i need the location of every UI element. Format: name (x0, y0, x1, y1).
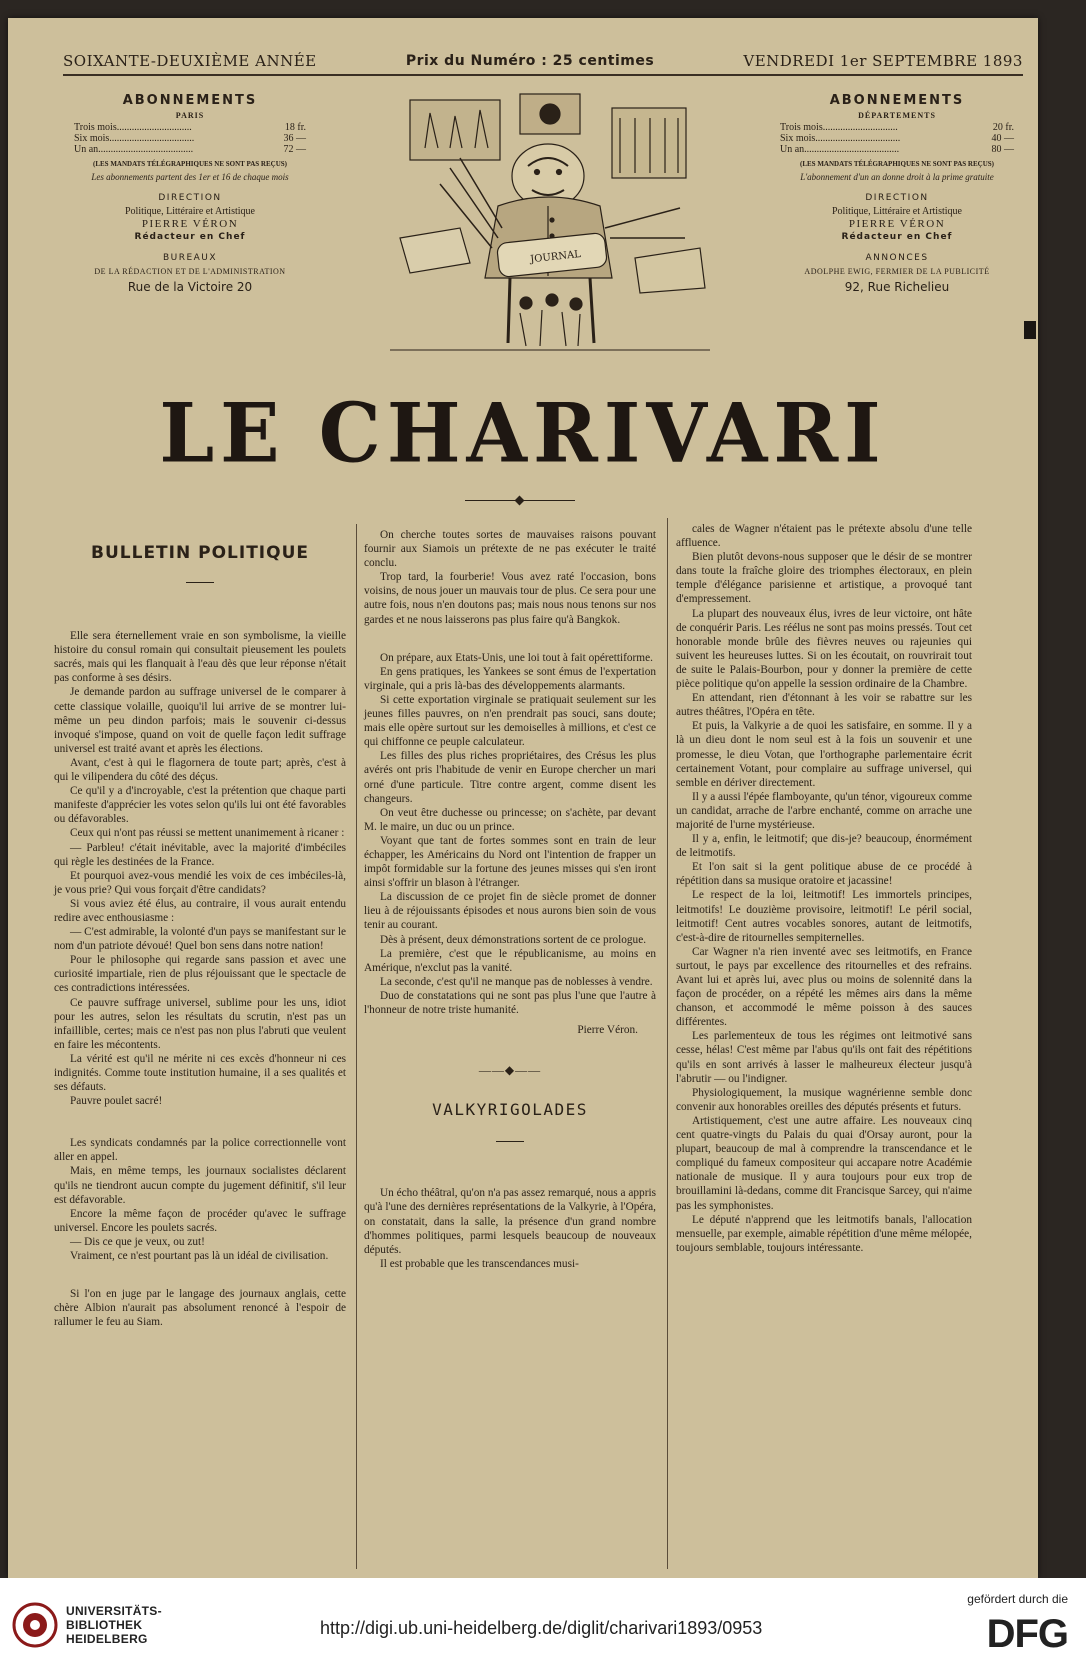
paragraph: Car Wagner n'a rien inventé avec ses leitmotifs, en France surtout, le pays par excellence des ritournelles et des refrains. Avant lui et après lui, avec plus ou moins de solennité dans la façon de procéder, on a répété les mêmes airs dans la même chanson, et accommodé le même poisson à des sauces différentes. (676, 945, 972, 1029)
director-title: Rédacteur en Chef (134, 232, 246, 242)
subs-price-list (766, 122, 1028, 155)
subs-title: ABONNEMENTS (829, 93, 965, 108)
newspaper-page (8, 18, 1038, 1578)
price-value: 72 — (283, 144, 306, 155)
funding-label: gefördert durch die (967, 1592, 1068, 1606)
paragraph: Mais, en même temps, les journaux socialistes déclarent qu'ils ne tiendront aucun compte du jugement définitif, s'il leur est défavorable. (54, 1165, 346, 1206)
title-rule (465, 500, 575, 501)
newspaper-title: LE CHARIVARI (159, 385, 887, 482)
paragraph: Dès à présent, deux démonstrations sortent de ce prologue. (380, 933, 647, 946)
paragraph: Les syndicats condamnés par la police correctionnelle vont aller en appel. (54, 1137, 346, 1164)
price-label: Six mois.................................. (74, 133, 195, 144)
subscriptions-paris (60, 94, 320, 294)
issue-price: Prix du Numéro : 25 centimes (405, 53, 655, 69)
footer-bar (0, 1578, 1086, 1680)
price-row (60, 144, 320, 155)
direction-heading: DIRECTION (865, 193, 929, 203)
paragraph: On cherche toutes sortes de mauvaises raisons pouvant fournir aux Siamois un prétexte de ne pas exécuter le traité conclu. (364, 529, 656, 570)
university-seal-icon (12, 1602, 58, 1648)
bureaux-sub: DE LA RÉDACTION ET DE L'ADMINISTRATION (94, 267, 286, 276)
paragraph: Si l'on en juge par le langage des journaux anglais, cette chère Albion n'aurait pas absolument renoncé à l'espoir de rallumer le feu au Siam. (54, 1288, 346, 1329)
subscriptions-departements (766, 94, 1028, 294)
subs-note: (LES MANDATS TÉLÉGRAPHIQUES NE SONT PAS REÇUS) (93, 160, 287, 168)
direction-heading: DIRECTION (158, 193, 222, 203)
director-title: Rédacteur en Chef (841, 232, 953, 242)
illustration-label: JOURNAL (529, 249, 582, 266)
price-label: Trois mois.............................. (74, 122, 192, 133)
price-row (766, 133, 1028, 144)
annonces-heading: ANNONCES (865, 253, 929, 263)
masthead-illustration (380, 88, 720, 358)
column-rule (356, 524, 357, 1569)
article-body (364, 528, 656, 627)
paragraph: Encore la même façon de procéder qu'avec le suffrage universel. Encore les poulets sacrés. (54, 1207, 346, 1234)
price-label: Un an...................................... (780, 144, 900, 155)
paragraph: En gens pratiques, les Yankees se sont émus de l'expertation virginale, qui a pris là-bas des développements alarmants. (364, 665, 656, 692)
column-3 (676, 522, 972, 1255)
page-edge-mark (1024, 321, 1036, 339)
section-heading: BULLETIN POLITIQUE (91, 543, 309, 563)
article-gap (54, 1108, 346, 1136)
library-logo[interactable] (12, 1602, 162, 1648)
paragraph: cales de Wagner n'étaient pas le prétexte absolu d'une telle affluence. (676, 523, 972, 550)
paragraph: Avant, c'est à qui le flagornera de toute part; après, c'est à qui le vilipendera du côté des déçus. (54, 756, 346, 784)
subs-price-list (60, 122, 320, 155)
paragraph: — Parbleu! c'était inévitable, avec la majorité d'imbéciles qui règle les destinées de la France. (54, 841, 346, 868)
price-row (766, 144, 1028, 155)
paragraph: Il y a aussi l'épée flamboyante, qu'un ténor, vigoureux comme un candidat, arrache de l'arbre enchanté, comme on arrache une majorité de l'urne mystérieuse. (676, 790, 972, 831)
paragraph: Il est probable que les transcendances musi- (380, 1257, 579, 1270)
library-name: UNIVERSITÄTS- BIBLIOTHEK HEIDELBERG (66, 1604, 162, 1646)
direction-sub: Politique, Littéraire et Artistique (832, 206, 962, 217)
column-2 (364, 528, 656, 1271)
price-value: 20 fr. (992, 122, 1014, 133)
article-body (54, 1287, 346, 1329)
price-value: 80 — (991, 144, 1014, 155)
paragraph: La première, c'est que le républicanisme, au moins en Amérique, n'exclut pas la vanité. (364, 947, 656, 974)
paragraph: Trop tard, la fourberie! Vous avez raté l'occasion, bons voisins, de nous jouer un mauvais tour de plus. Ce sera pour une autre fois, nous n'en doutons pas; mais nous nous tenons sur nos gardes et ne nous laisserons pas plus faire qu'à Bangkok. (364, 571, 656, 626)
paragraph: Pauvre poulet sacré! (70, 1095, 163, 1108)
paragraph: Et pourquoi avez-vous mendié les voix de ces imbéciles-là, je vous prie? Qui vous forçait d'être candidats? (54, 869, 346, 896)
annonces-address: 92, Rue Richelieu (844, 280, 950, 294)
price-value: 36 — (283, 133, 306, 144)
paragraph: Le député n'apprend que les leitmotifs banals, l'allocation mensuelle, par exemple, aimable répétition d'une même mélopée, toujours semblable, toujours intéressante. (676, 1213, 972, 1254)
section-rule (186, 582, 214, 583)
paragraph: Ce pauvre suffrage universel, sublime pour les uns, idiot pour les autres, selon les résultats du scrutin, n'est pas un infaillible, certes; mais ce n'est pas non plus l'abruti que veulent en faire les mécontents. (54, 996, 346, 1051)
paragraph: Bien plutôt devons-nous supposer que le désir de se montrer dans toute la fraîche gloire des triomphes électoraux, en plein temple d'élégance parisienne et artistique, a provoqué tant d'empressement. (676, 551, 972, 606)
paragraph: La vérité est qu'il ne mérite ni ces excès d'honneur ni ces indignités. Comme toute institution humaine, il a ses qualités et ses défauts. (54, 1052, 346, 1094)
masthead-row (63, 48, 1023, 76)
price-value: 40 — (991, 133, 1014, 144)
subs-note: (LES MANDATS TÉLÉGRAPHIQUES NE SONT PAS REÇUS) (800, 160, 994, 168)
paragraph: Et puis, la Valkyrie a de quoi les satisfaire, en somme. Il y a là un dieu dont le nom seul est à la fois un souvenir et une promesse, le dieu Votan, que l'orthographe parlementaire écrit certainement Votant, pour complaire au suffrage universel, qui semble en dériver directement. (676, 720, 972, 789)
subs-italic: Les abonnements partent des 1er et 16 de chaque mois (91, 172, 289, 182)
director-name: PIERRE VÉRON (848, 218, 946, 230)
article-body (676, 522, 972, 1255)
paragraph: — Dis ce que je veux, ou zut! (70, 1235, 205, 1248)
paragraph: Il y a, enfin, le leitmotif; que dis-je? beaucoup, énormément de leitmotifs. (676, 833, 972, 860)
article-body (364, 651, 656, 1017)
column-1 (54, 528, 346, 1329)
year-label: SOIXANTE-DEUXIÈME ANNÉE (63, 52, 317, 70)
price-label: Trois mois.............................. (780, 122, 898, 133)
paragraph: On veut être duchesse ou princesse; on s'achète, par devant M. le maire, un duc ou un prince. (364, 806, 656, 833)
price-label: Six mois.................................. (780, 133, 901, 144)
price-label: Un an...................................... (74, 144, 194, 155)
paragraph: Les parlementeux de tous les régimes ont leitmotivé sans cesse, hélas! C'est même par l'abus qu'ils ont fait des répétitions qu'ils en sont arrivés à lasser le malheureux électeur jusqu'à l'abrutir — ou l'indigner. (676, 1030, 972, 1085)
paragraph: Duo de constatations qui ne sont pas plus l'une que l'autre à l'honneur de notre triste humanité. (364, 989, 656, 1016)
subs-subtitle: DÉPARTEMENTS (858, 111, 936, 120)
paragraph: Vraiment, ce n'est pourtant pas là un idéal de civilisation. (70, 1250, 329, 1263)
paragraph: Physiologiquement, la musique wagnérienne semble donc convenir aux honorables oreilles des députés présents et futurs. (676, 1086, 972, 1113)
subs-title: ABONNEMENTS (122, 93, 258, 108)
paragraph: La plupart des nouveaux élus, ivres de leur victoire, ont hâte de conquérir Paris. Les réélus ne sont pas moins pressés. Tout cet honorable monde brûle des fièvres neuves ou rajeunies qui suivent les heureuses luttes. Si on les écoutait, on rouvrirait tout de suite le Palais-Bourbon, pour y donner la première de cette pièce politique qu'on appelle la session ordinaire de la Chambre. (676, 607, 972, 691)
paragraph: Elle sera éternellement vraie en son symbolisme, la vieille histoire du consul romain qui consultait pieusement les poulets sacrés, mais qui les flanquait à l'eau dès que leur réponse n'était pas conforme à ses désirs. (54, 630, 346, 685)
paragraph: — C'est admirable, la volonté d'un pays se manifestant sur le nom d'un patriote dévoué! Quel bon sens dans notre nation! (54, 926, 346, 953)
subs-subtitle: PARIS (175, 111, 205, 120)
paragraph: Si cette exportation virginale se pratiquait seulement sur les jeunes filles pauvres, on n'en prendrait pas souci, sans doute; mais elle opère surtout sur les demoiselles à millions, et c'est ce qui chiffonne ce peuple calculateur. (364, 693, 656, 749)
ornament-divider: ——◆—— (478, 1063, 542, 1078)
paragraph: Artistiquement, c'est une autre affaire. Les nouveaux cinq cent quatre-vingts du Palais du quai d'Orsay auront, pour la plupart, beaucoup de mal à comprendre la transcendance et le compliqué du fameux compositeur qui accapare notre Académie nationale de musique. Il y aura toujours pour eux trop de brouillamini là-dedans, comme dit Francisque Sarcey, qui n'aime pas les symphonistes. (676, 1114, 972, 1212)
bureaux-heading: BUREAUX (162, 253, 218, 263)
price-row (766, 122, 1028, 133)
subs-italic: L'abonnement d'un an donne droit à la prime gratuite (800, 172, 994, 182)
annonces-sub: ADOLPHE EWIG, FERMIER DE LA PUBLICITÉ (804, 267, 990, 276)
section-rule (496, 1141, 524, 1142)
paragraph: Si vous aviez été élus, au contraire, il vous aurait entendu redire avec enthousiasme : (54, 897, 346, 924)
article-body (54, 629, 346, 1108)
paragraph: Voyant que tant de fortes sommes sont en train de leur échapper, les Américains du Nord ont l'intention de frapper un impôt formidable sur la fortune des jeunes misses qui s'en iront ainsi s'offrir un blason à l'étranger. (364, 834, 656, 890)
paragraph: Un écho théâtral, qu'on n'a pas assez remarqué, nous a appris qu'à l'une des dernières représentations de la Valkyrie, à l'Opéra, on constatait, dans la salle, la présence d'un grand nombre d'hommes politiques, parmi lesquels beaucoup de nouveaux députés. (364, 1187, 656, 1256)
paragraph: La seconde, c'est qu'il ne manque pas de noblesses à vendre. (380, 975, 653, 988)
article-body (54, 1136, 346, 1263)
dfg-logo[interactable]: DFG (986, 1612, 1068, 1656)
paragraph: Le respect de la loi, leitmotif! Les immortels principes, leitmotifs! Le douzième provisoire, leitmotif! Le péril social, leitmotif! Cent autres vocables sonores, autant de leitmotifs, c'est-à-dire de ritournelles sempiternelles. (676, 889, 972, 944)
bureaux-address: Rue de la Victoire 20 (127, 280, 253, 294)
article-body (364, 1186, 656, 1271)
paragraph: En attendant, rien d'étonnant à les voir se rabattre sur les autres théâtres, l'Opéra en tête. (676, 692, 972, 719)
paragraph: Ce qu'il y a d'incroyable, c'est la prétention que chaque parti manifeste d'apprécier les votes selon qu'ils lui ont été favorables ou défavorables. (54, 785, 346, 826)
paragraph: On prépare, aux Etats-Unis, une loi tout à fait opérettiforme. (380, 651, 653, 664)
paragraph: Les filles des plus riches propriétaires, des Crésus les plus avérés ont pris l'habitude de venir en Europe chercher un mari orné d'une particule. Titre contre argent, comme disent les changeurs. (364, 750, 656, 805)
direction-sub: Politique, Littéraire et Artistique (125, 206, 255, 217)
price-row (60, 122, 320, 133)
signature: Pierre Véron. (577, 1024, 638, 1037)
section-heading: VALKYRIGOLADES (432, 1100, 588, 1120)
paragraph: Ceux qui n'ont pas réussi se mettent unanimement à ricaner : (70, 827, 345, 840)
article-gap (364, 627, 656, 651)
paragraph: Je demande pardon au suffrage universel de le comparer à cette classique volaille, quoiqu'il lui arrive de se montrer lui-même un peu dindon parfois; mais le souvenir ci-dessus invoqué s'impose, quand on voit de quelle façon ledit suffrage universel est traité avant et après les élections. (54, 686, 346, 755)
price-row (60, 133, 320, 144)
paragraph: La discussion de ce projet fin de siècle promet de donner lieu à de réjouissants épisodes et nous aurons bien soin de vous tenir au courant. (364, 891, 656, 932)
paragraph: Et l'on sait si la gent politique abuse de ce procédé à répétition dans sa musique oratoire et jacassine! (676, 861, 972, 888)
source-url[interactable]: http://digi.ub.uni-heidelberg.de/diglit/charivari1893/0953 (320, 1618, 763, 1638)
paragraph: Pour le philosophe qui regarde sans passion et avec une curiosité impartiale, rien de plus réjouissant que le spectacle de ces contradictions intéressées. (54, 954, 346, 995)
article-gap (54, 1263, 346, 1287)
issue-date: VENDREDI 1er SEPTEMBRE 1893 (743, 52, 1023, 70)
director-name: PIERRE VÉRON (141, 218, 239, 230)
column-rule (667, 518, 668, 1569)
price-value: 18 fr. (284, 122, 306, 133)
